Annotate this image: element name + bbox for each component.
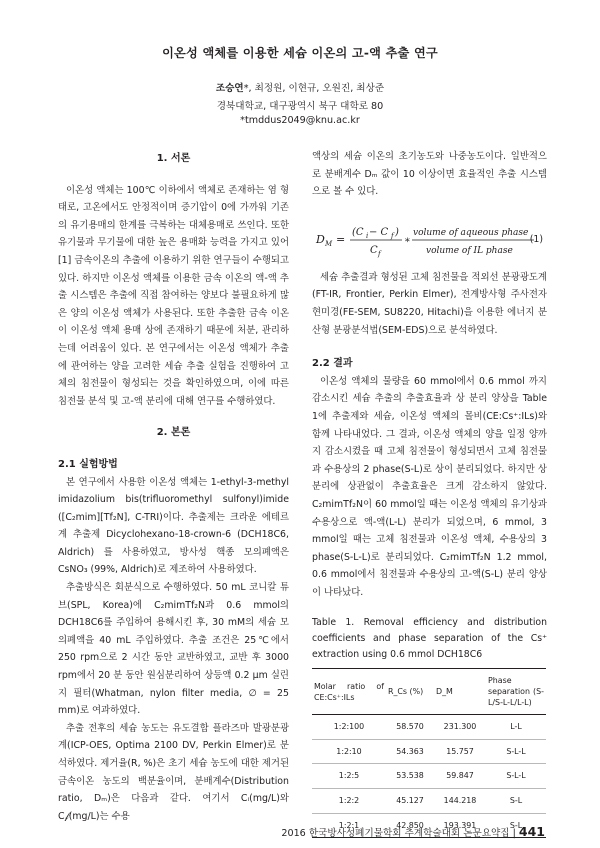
eq-den-sub: f — [378, 249, 381, 258]
eq-num-open: (C — [352, 226, 364, 238]
equation-graphic — [312, 209, 542, 269]
presenting-author: 조승연 — [215, 83, 244, 94]
methods-paragraph-procedure: 추출방식은 회분식으로 수행하였다. 50 mL 코니칼 튜브(SPL, Korea)에 C₂mimTf₂N과 0.6 mmol의 DCH18C6를 주입하여 용해시킨 후, 30 mM의 세슘 모의폐액을 40 mL 주입하였다. 추출 조건은 25℃에서 250 rpm으로 2 시간 동안 교반하였고, 교반 후 3000 rpm에서 20 분 동안 원심분리하여 상등액 0.2 μm 실린지 필터(Whatman, nylon filter media, ∅ = 25 mm)로 여과하였다. — [58, 582, 289, 717]
introduction-paragraph: 이온성 액체는 100℃ 이하에서 액체로 존재하는 염 형태로, 고온에서도 안정적이며 증기압이 0에 가까워 기존의 유기용매의 한계를 극복하는 대체용매로 쓰인다. 또한 유기물과 무기물에 대한 높은 용매화 능력을 가지고 있어[1] 금속이온의 추출에 이용하기 위한 연구들이 수행되고 있다. 하지만 이온성 액체를 이용한 금속 이온의 액-액 추출 시스템은 추출에 직접 참여하는 양보다 불필요하게 많은 양의 이온성 액체가 사용된다. 또한 추출한 금속 이온이 이온성 액체 용매 상에 존재하기 때문에 처분, 관리하는데 어려움이 있다. 본 연구에서는 이온성 액체가 추출에 관여하는 양을 고려한 세슘 추출 실험을 진행하여 고체의 침전물이 형성되는 것을 확인하였으며, 이에 따른 침전물 분석 및 고-액 분리에 대해 연구를 수행하였다. — [58, 184, 289, 407]
header-molar-ratio: Molar ratio of CE:Cs⁺:ILs — [312, 669, 386, 715]
eq-equals: = — [336, 232, 346, 246]
equation-number: (1) — [529, 233, 543, 245]
continued-paragraph: 액상의 세슘 이온의 초기농도와 나중농도이다. 일반적으로 분배계수 Dₘ 값이 10 이상이면 효율적인 추출 시스템으로 볼 수 있다. — [312, 151, 547, 198]
methods-paragraph-materials: 본 연구에서 사용한 이온성 액체는 1-ethyl-3-methyl imidazolium bis(trifluoromethyl sulfonyl)imide ([C₂mim][Tf₂N], C-TRI)이다. 추출제는 크라운 에테르계 추출제 Dicyclohexano-18-crown-6 (DCH18C6, Aldrich) 를 사용하였고, 방사성 핵종 모의폐액은 CsNO₃ (99%, Aldrich)로 제조하여 사용하였다. — [58, 476, 289, 576]
table-row — [312, 764, 546, 789]
subsection-heading-methods: 2.1 실험방법 — [58, 458, 118, 470]
table-row — [312, 739, 546, 764]
eq-num-sub2: f — [391, 231, 394, 240]
contact-email: *tmddus2049@knu.ac.kr — [240, 115, 360, 126]
cell-dm: 144.218 — [434, 789, 486, 814]
cell-removal: 45.127 — [386, 789, 434, 814]
co-authors: *, 최정원, 이현규, 오원진, 최상준 — [243, 83, 385, 94]
cell-phase: S-L — [486, 813, 546, 838]
cell-dm: 231.300 — [434, 715, 486, 740]
affiliation: 경북대학교, 대구광역시 북구 대학로 80 — [216, 101, 384, 112]
cell-removal: 53.538 — [386, 764, 434, 789]
section-heading-body: 2. 본론 — [156, 427, 191, 439]
cell-molar-ratio: 1:2:5 — [312, 764, 386, 789]
cell-molar-ratio: 1:2:10 — [312, 739, 386, 764]
section-heading-introduction: 1. 서론 — [156, 153, 191, 164]
methods-paragraph-analysis: 추출 전후의 세슘 농도는 유도결합 플라즈마 발광분광계(ICP-OES, Optima 2100 DV, Perkin Elmer)로 분석하였다. 제거율(R, %)은 초기 세슘 농도에 대한 제거된 금속이온 농도의 백분율이며, 분배계수(Distribution ratio, Dₘ)은 다음과 같다. 여기서 Cᵢ(mg/L)와 C𝒻(mg/L)는 수용 — [58, 722, 289, 822]
table-caption: Table 1. Removal efficiency and distribution coefficients and phase separation of the Cs⁺ extraction using 0.6 mmol DCH18C6 — [312, 617, 547, 660]
cell-molar-ratio: 1:2:100 — [312, 715, 386, 740]
header-removal-efficiency: R_Cs (%) — [386, 669, 434, 715]
cell-molar-ratio: 1:2:2 — [312, 789, 386, 814]
paper-title: 이온성 액체를 이용한 세슘 이온의 고-액 추출 연구 — [162, 46, 438, 60]
eq-num-close: ) — [395, 226, 399, 238]
eq-multiply: ∗ — [404, 234, 411, 246]
cell-dm: 193.391 — [434, 813, 486, 838]
eq-num-sub1: i — [366, 231, 369, 240]
cell-phase: L-L — [486, 715, 546, 740]
eq-lhs-sub: M — [325, 239, 333, 248]
analysis-paragraph: 세슘 추출결과 형성된 고체 침전물을 적외선 분광광도계(FT-IR, Frontier, Perkin Elmer), 전계방사형 주사전자현미경(FE-SEM, SU8220, Hitachi)을 이용한 에너지 분산형 분광분석법(SEM-EDS)으로 분석하였다. — [312, 271, 547, 336]
eq-lhs: D — [316, 232, 325, 246]
cell-removal: 58.570 — [386, 715, 434, 740]
header-phase-separation: Phase separation (S-L/S-L-L/L-L) — [486, 669, 546, 715]
cell-dm: 59.847 — [434, 764, 486, 789]
author-line — [0, 80, 600, 94]
results-paragraph: 이온성 액체의 물량을 60 mmol에서 0.6 mmol 까지 감소시킨 세슘 추출의 추출효율과 상 분리 양상을 Table 1에 추출제와 세슘, 이온성 액체의 몰비(CE:Cs⁺:ILs)와 함께 나타내었다. 그 결과, 이온성 액체의 양을 일정 양까지 감소시켰을 때 고체 침전물이 형성되면서 고체 침전물과 수용상의 2 phase(S-L)로 상이 분리되었다. 하지만 상 분리에 상관없이 추출효율은 크게 감소하지 않았다. C₂mimTf₂N이 60 mmol일 때는 이온성 액체의 유기상과 수용상으로 액-액(L-L) 분리가 되었으며, 6 mmol, 3 mmol일 때는 고체 침전물과 이온성 액체, 수용상의 3 phase(S-L-L)로 분리되었다. C₂mimTf₂N 1.2 mmol, 0.6 mmol에서 침전물과 수용상의 고-액(S-L) 분리 양상이 나타났다. — [312, 375, 547, 598]
table-header-row — [312, 669, 546, 715]
cell-phase: S-L-L — [486, 739, 546, 764]
table-row — [312, 789, 546, 814]
cell-molar-ratio: 1:2:1 — [312, 813, 386, 838]
left-column — [58, 150, 289, 825]
equation-distribution-ratio — [312, 209, 547, 269]
page-number: 441 — [518, 824, 545, 839]
footer-proceedings: 2016 한국방사성폐기물학회 추계학술대회 논문요약집 | — [281, 828, 516, 839]
eq-frac2-den: volume of IL phase — [426, 245, 513, 256]
cell-removal: 54.363 — [386, 739, 434, 764]
right-column — [312, 148, 547, 838]
table-row — [312, 715, 546, 740]
eq-frac2-num: volume of aqueous phase — [413, 227, 529, 238]
results-table — [312, 668, 546, 838]
header-distribution-coefficient: D_M — [434, 669, 486, 715]
subsection-heading-results: 2.2 결과 — [312, 358, 353, 370]
cell-dm: 15.757 — [434, 739, 486, 764]
page-footer — [281, 824, 545, 839]
cell-phase: S-L-L — [486, 764, 546, 789]
cell-removal: 42.850 — [386, 813, 434, 838]
cell-phase: S-L — [486, 789, 546, 814]
eq-num-mid: − C — [369, 226, 389, 238]
eq-den: C — [370, 244, 378, 256]
